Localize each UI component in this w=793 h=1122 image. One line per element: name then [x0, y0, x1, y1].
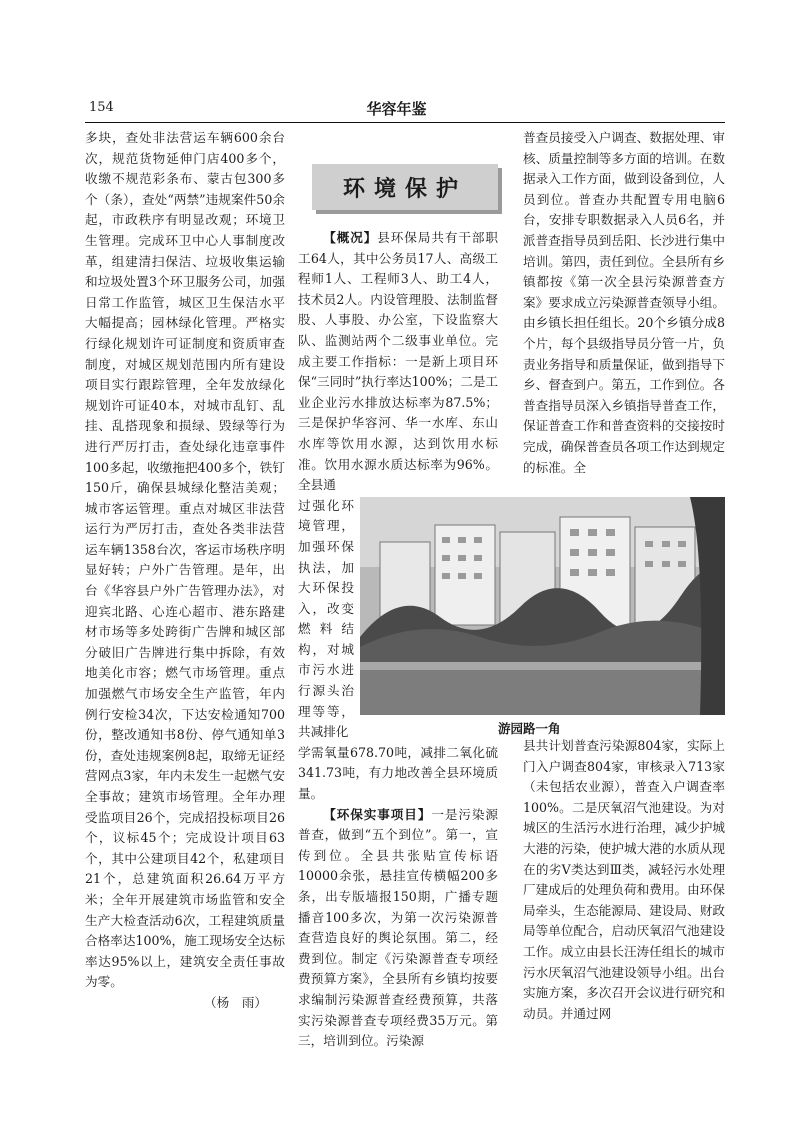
- section-title: 环境保护: [342, 176, 467, 202]
- column-3-bottom-text: 县共计划普查污染源804家，实际上门入户调查804家，审核录入713家（未包括农业源），普查入户调查率100%。二是厌氧沼气池建设。为对城区的生活污水进行治理，减少护城大港的污染，使护城大港的水质从现在的劣Ⅴ类达到Ⅲ类，减轻污水处理厂建成后的处理负荷和费用。由环保局牵头，生态能源局、建设局、财政局等单位配合，启动厌氧沼气池建设工作。成立由县长汪涛任组长的城市污水厌氧沼气池建设领导小组。出台实施方案，多次召开会议进行研究和动员。并通过网: [523, 738, 725, 1021]
- overview-continued-text: 学需氧量678.70吨，减排二氧化硫341.73吨，有力地改善全县环境质量。: [298, 744, 498, 802]
- column-1: [85, 128, 285, 1014]
- author-credit: （杨 雨）: [204, 994, 267, 1010]
- overview-narrow-text: 过强化环境管理，加强环保执法，加大环保投入，改变燃料结构，对城市污水进行源头治理等等，共减排化: [298, 497, 354, 740]
- section-title-banner: [312, 164, 498, 210]
- street-photo-illustration: [360, 497, 725, 715]
- overview-label: 【概况】: [323, 230, 378, 245]
- projects-label: 【环保实事项目】: [323, 806, 432, 822]
- projects-text: 一是污染源普查，做到“五个到位”。第一，宣传到位。全县共张贴宣传标语10000余张，悬挂宣传横幅200多条，出专版墙报150期，广播专题播音100多次，为第一次污染源普查营造良好的舆论氛围。第二，经费到位。制定《污染源普查专项经费预算方案》，全县所有乡镇均按要求编制污染源普查经费预算，共落实污染源普查专项经费35万元。第三，培训到位。污染源: [298, 806, 499, 1049]
- column-3-top-text: 普查员接受入户调查、数据处理、审核、质量控制等多方面的培训。在数据录入工作方面，做到设备到位，人员到位。普查办共配置专用电脑6台，安排专职数据录入人员6名，并派普查指导员到岳阳、长沙进行集中培训。第四，责任到位。全县所有乡镇都按《第一次全县污染源普查方案》要求成立污染源普查领导小组。由乡镇长担任组长。20个乡镇分成8个片，每个县级指导员分管一片，负责业务指导和质量保证，做到指导下乡、督查到户。第五，工作到位。各普查指导员深入乡镇指导普查工作，保证普查工作和普查资料的交接按时完成，确保普查员各项工作达到规定的标准。全: [523, 130, 725, 475]
- overview-paragraph: [298, 228, 498, 496]
- column-1-text: 多块，查处非法营运车辆600余台次，规范货物延伸门店400多个，收缴不规范彩条布、蒙古包300多个（条），查处“两禁”违规案件50余起，市政秩序有明显改观；环境卫生管理。完成环卫中心人事制度改革，组建清扫保洁、垃圾收集运输和垃圾处置3个环卫服务公司，加强日常工作监管，城区卫生保洁水平大幅提高；园林绿化管理。严格实行绿化规划许可证制度和资质审查制度，对城区规划范围内所有建设项目实行跟踪管理，全年发放绿化规划许可证40本，对城市乱钉、乱挂、乱搭现象和损绿、毁绿等行为进行严厉打击，查处绿化违章事件100多起，收缴拖把400多个，铁钉150斤，确保县城绿化整洁美观；城市客运管理。重点对城区非法营运行为严厉打击，查处各类非法营运车辆1358台次，客运市场秩序明显好转；户外广告管理。是年，出台《华容县户外广告管理办法》，对迎宾北路、心连心超市、港东路建材市场等多处跨街广告牌和城区部分破旧广告牌进行集中拆除，有效地美化市容；燃气市场管理。重点加强燃气市场安全生产监管，年内例行安检34次，下达安检通知700份，整改通知书8份、停气通知单3份，查处违规案例8起，取缔无证经营网点3家，年内未发生一起燃气安全事故；建筑市场管理。全年办理受监项目26个，完成招投标项目26个，议标45个；完成设计项目63个，其中公建项目42个，私建项目21个，总建筑面积26.64万平方米；全年开展建筑市场监管和安全生产大检查活动6次，工程建筑质量合格率达100%，施工现场安全达标率达95%以上，建筑安全责任事故为零。: [85, 130, 285, 990]
- column-3-bottom: [523, 736, 725, 1024]
- page-number: 154: [89, 100, 114, 115]
- photo-caption: 游园路一角: [498, 721, 561, 736]
- projects-paragraph: [298, 805, 498, 1052]
- running-title: 华容年鉴: [366, 100, 427, 118]
- overview-text: 县环保局共有干部职工64人，其中公务员17人、高级工程师1人、工程师3人、助工4人，技术员2人。内设管理股、法制监督股、人事股、办公室，下设监察大队、监测站两个二级事业单位。完成主要工作指标：一是新上项目环保“三同时”执行率达100%；二是工业企业污水排放达标率为87.5%；三是保护华容河、华一水库、东山水库等饮用水源，达到饮用水标准。饮用水源水质达标率为96%。全县通: [298, 230, 499, 493]
- header-rule: [85, 122, 725, 123]
- street-photo: [360, 497, 725, 715]
- column-3-top: [523, 128, 725, 478]
